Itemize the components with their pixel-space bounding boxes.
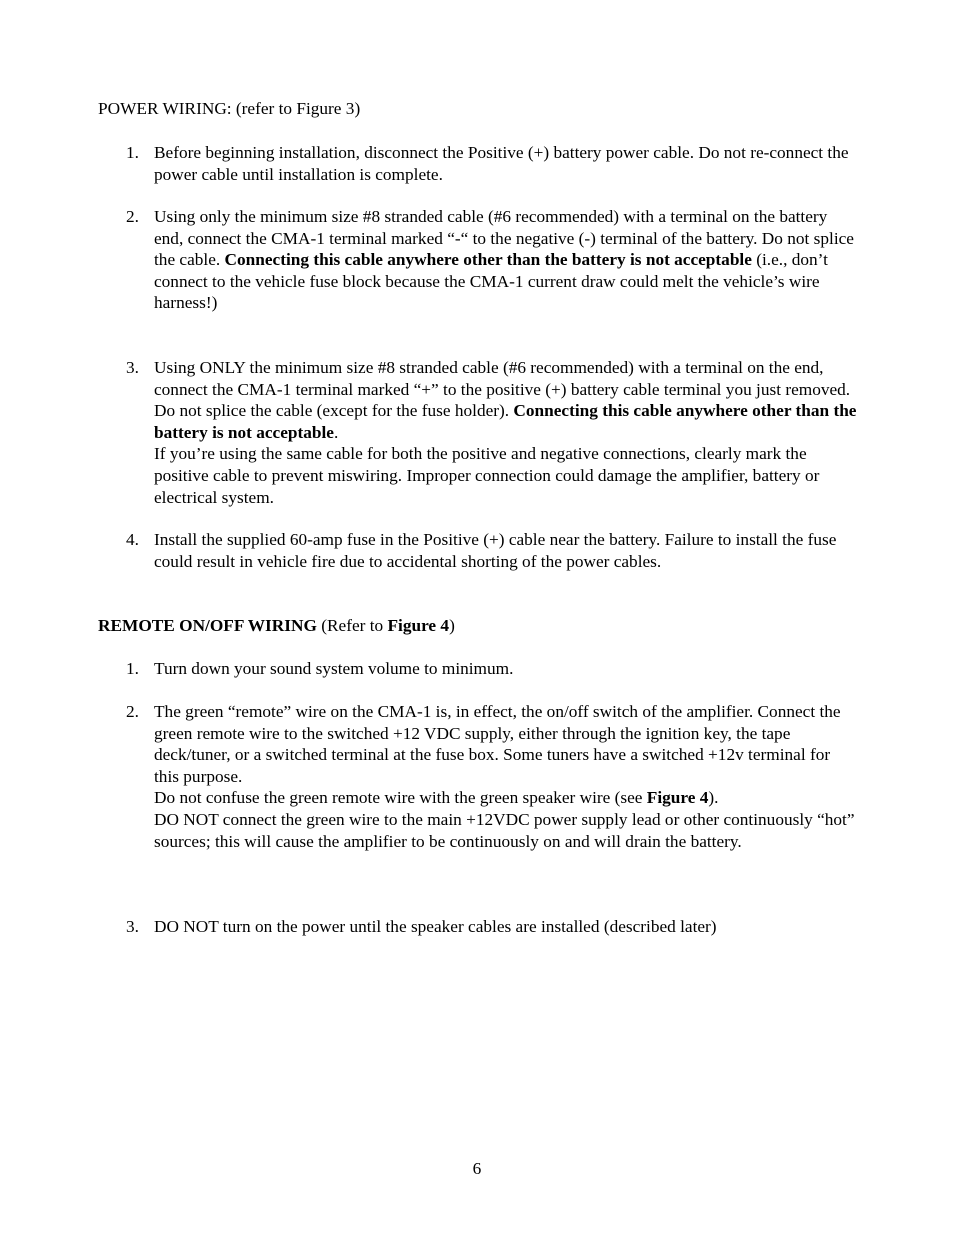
power-item-2 bbox=[126, 206, 858, 314]
item-text: Install the supplied 60-amp fuse in the Positive (+) cable near the battery. Failure to install the fuse could result in vehicle fire due to accidental shorting of the power cables. bbox=[154, 530, 837, 571]
item-text: Turn down your sound system volume to minimum. bbox=[154, 659, 514, 678]
item-number: 1. bbox=[126, 143, 139, 162]
remote-item-2 bbox=[126, 701, 858, 852]
warning-bold: Connecting this cable anywhere other than the battery is not acceptable bbox=[154, 401, 857, 442]
remote-wiring-heading: REMOTE ON/OFF WIRING (Refer to Figure 4) bbox=[98, 616, 455, 635]
item-text: The green “remote” wire on the CMA-1 is, in effect, the on/off switch of the amplifier. Connect the green remote wire to the switched +12 VDC supply, either through the ignition key, the tape deck/tuner, or a switched terminal at the fuse box. Some tuners have a switched +12v terminal for this purpose. bbox=[154, 702, 841, 786]
warning-bold: Connecting this cable anywhere other than the battery is not acceptable bbox=[224, 250, 752, 270]
item-text: DO NOT turn on the power until the speaker cables are installed (described later) bbox=[154, 917, 717, 936]
power-wiring-heading: POWER WIRING: (refer to Figure 3) bbox=[98, 99, 361, 118]
item-number: 2. bbox=[126, 207, 139, 226]
item-number: 3. bbox=[126, 358, 139, 377]
remote-item-3 bbox=[126, 916, 858, 938]
power-item-3 bbox=[126, 357, 858, 508]
item-text: Using ONLY the minimum size #8 stranded cable (#6 recommended) with a terminal on the end, connect the CMA-1 terminal marked “+” to the positive (+) battery cable terminal you just removed. Do not splice the cable (except for the fuse holder). Connecting this cable anywhere other than the battery is not acceptable. bbox=[154, 358, 857, 442]
item-text: Before beginning installation, disconnect the Positive (+) battery power cable. Do not re-connect the power cable until installation is complete. bbox=[154, 143, 849, 184]
page-number: 6 bbox=[472, 1159, 482, 1178]
item-text-note: If you’re using the same cable for both the positive and negative connections, clearly mark the positive cable to prevent miswiring. Improper connection could damage the amplifier, battery or electrical system. bbox=[154, 444, 820, 507]
item-number: 4. bbox=[126, 530, 139, 549]
item-number: 1. bbox=[126, 659, 139, 678]
item-text-warning: DO NOT connect the green wire to the main +12VDC power supply lead or other continuously “hot” sources; this will cause the amplifier to be continuously on and will drain the battery. bbox=[154, 809, 855, 851]
remote-item-1 bbox=[126, 658, 858, 680]
item-text: Using only the minimum size #8 stranded cable (#6 recommended) with a terminal on the battery end, connect the CMA-1 terminal marked “-“ to the negative (-) terminal of the battery. Do not splice the cable. Connecting this cable anywhere other than the battery is not acceptable (i.e., don’t connect to the vehicle fuse block because the CMA-1 current draw could melt the vehicle’s wire harness!) bbox=[154, 207, 854, 313]
power-item-4 bbox=[126, 529, 858, 572]
item-number: 2. bbox=[126, 702, 139, 721]
item-number: 3. bbox=[126, 917, 139, 936]
item-text-note: Do not confuse the green remote wire with the green speaker wire (see Figure 4). bbox=[154, 788, 719, 808]
power-item-1 bbox=[126, 142, 858, 185]
